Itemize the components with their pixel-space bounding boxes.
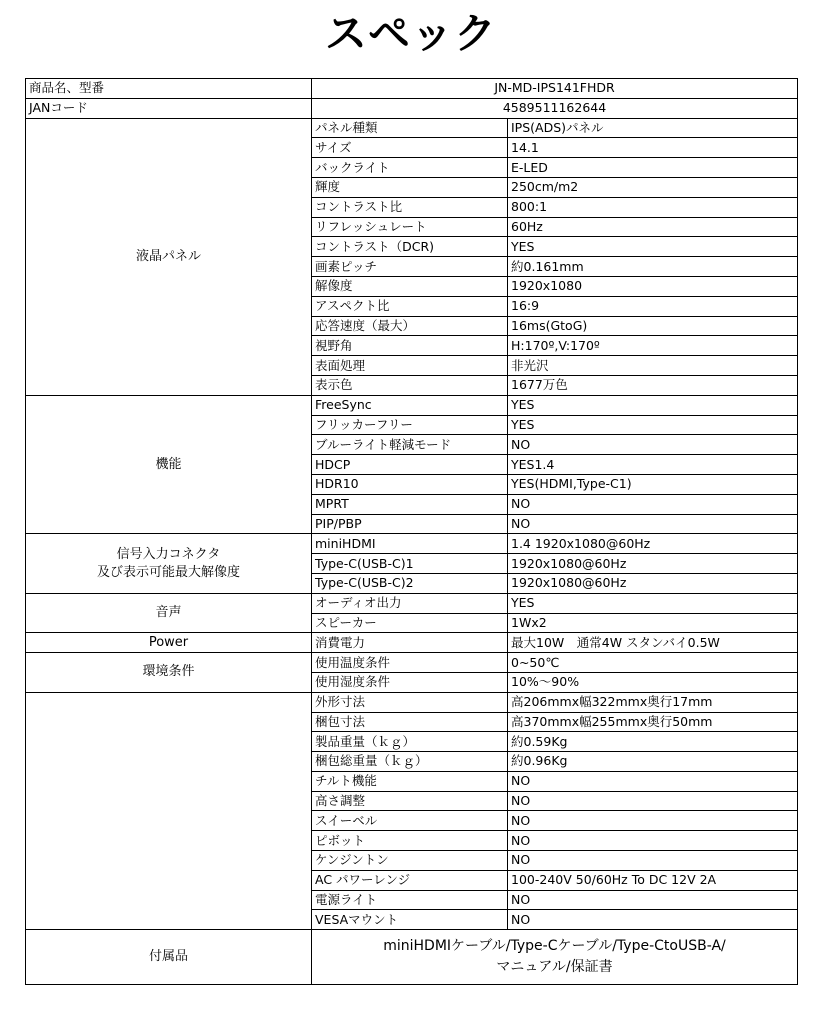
category-cell: 液晶パネル (26, 118, 312, 395)
spec-value: 高370mmx幅255mmx奥行50mm (508, 712, 798, 732)
spec-value: 高206mmx幅322mmx奥行17mm (508, 692, 798, 712)
table-row (26, 79, 798, 99)
spec-value: NO (508, 494, 798, 514)
spec-label: コントラスト比 (312, 197, 508, 217)
spec-value: YES1.4 (508, 455, 798, 475)
spec-value: 約0.161mm (508, 257, 798, 277)
spec-label: 高さ調整 (312, 791, 508, 811)
spec-label: 電源ライト (312, 890, 508, 910)
spec-label: miniHDMI (312, 534, 508, 554)
category-cell (26, 692, 312, 930)
spec-label: MPRT (312, 494, 508, 514)
spec-value: 約0.59Kg (508, 732, 798, 752)
spec-label: コントラスト（DCR) (312, 237, 508, 257)
header-label: JANコード (26, 98, 312, 118)
spec-label: FreeSync (312, 395, 508, 415)
table-row (26, 930, 798, 985)
spec-value: NO (508, 831, 798, 851)
category-line: 信号入力コネクタ (116, 546, 221, 562)
table-row (26, 534, 798, 554)
spec-value: 14.1 (508, 138, 798, 158)
spec-value: NO (508, 910, 798, 930)
spec-value: 0~50℃ (508, 653, 798, 673)
category-cell: 機能 (26, 395, 312, 534)
spec-label: 梱包総重量（ｋｇ） (312, 752, 508, 772)
spec-value: 16:9 (508, 296, 798, 316)
table-row (26, 98, 798, 118)
spec-label: パネル種類 (312, 118, 508, 138)
table-row (26, 633, 798, 653)
spec-value: IPS(ADS)パネル (508, 118, 798, 138)
spec-value: 1Wx2 (508, 613, 798, 633)
spec-value: 最大10W 通常4W スタンバイ0.5W (508, 633, 798, 653)
category-cell (26, 534, 312, 593)
spec-value: NO (508, 851, 798, 871)
spec-value: 250cm/m2 (508, 177, 798, 197)
spec-label: ケンジントン (312, 851, 508, 871)
spec-table (25, 78, 798, 985)
page-title: スペック (324, 9, 497, 58)
spec-value: NO (508, 514, 798, 534)
header-label: 商品名、型番 (26, 79, 312, 99)
header-value: JN-MD-IPS141FHDR (312, 79, 798, 99)
table-row (26, 653, 798, 673)
spec-label: 表面処理 (312, 356, 508, 376)
spec-value: 1677万色 (508, 375, 798, 395)
spec-label: オーディオ出力 (312, 593, 508, 613)
spec-value: 100-240V 50/60Hz To DC 12V 2A (508, 870, 798, 890)
spec-label: 画素ピッチ (312, 257, 508, 277)
spec-value: E-LED (508, 158, 798, 178)
spec-value: 1920x1080@60Hz (508, 573, 798, 593)
category-cell: 音声 (26, 593, 312, 633)
accessories-line: miniHDMIケーブル/Type-Cケーブル/Type-CtoUSB-A/ (383, 938, 726, 955)
spec-value: 約0.96Kg (508, 752, 798, 772)
spec-value: 非光沢 (508, 356, 798, 376)
spec-label: アスペクト比 (312, 296, 508, 316)
category-cell: Power (26, 633, 312, 653)
spec-label: サイズ (312, 138, 508, 158)
spec-label: ピボット (312, 831, 508, 851)
spec-value: NO (508, 811, 798, 831)
category-cell: 環境条件 (26, 653, 312, 693)
spec-label: 使用湿度条件 (312, 672, 508, 692)
spec-value: 1.4 1920x1080@60Hz (508, 534, 798, 554)
spec-label: スイーベル (312, 811, 508, 831)
spec-value: NO (508, 890, 798, 910)
spec-value: NO (508, 771, 798, 791)
spec-value: 16ms(GtoG) (508, 316, 798, 336)
spec-value: YES (508, 593, 798, 613)
spec-value: YES (508, 237, 798, 257)
spec-label: ブルーライト軽減モード (312, 435, 508, 455)
spec-label: 表示色 (312, 375, 508, 395)
table-row (26, 692, 798, 712)
category-cell: 付属品 (26, 930, 312, 985)
spec-value: H:170º,V:170º (508, 336, 798, 356)
spec-label: スピーカー (312, 613, 508, 633)
spec-label: 使用温度条件 (312, 653, 508, 673)
spec-label: 製品重量（ｋｇ） (312, 732, 508, 752)
spec-value: 10%～90% (508, 672, 798, 692)
header-value: 4589511162644 (312, 98, 798, 118)
accessories-value (312, 930, 798, 985)
spec-label: HDCP (312, 455, 508, 475)
spec-label: AC パワーレンジ (312, 870, 508, 890)
spec-label: リフレッシュレート (312, 217, 508, 237)
table-row (26, 395, 798, 415)
spec-label: 輝度 (312, 177, 508, 197)
spec-label: 梱包寸法 (312, 712, 508, 732)
spec-value: 60Hz (508, 217, 798, 237)
accessories-line: マニュアル/保証書 (496, 959, 613, 976)
spec-value: YES(HDMI,Type-C1) (508, 474, 798, 494)
spec-label: 応答速度（最大） (312, 316, 508, 336)
spec-label: チルト機能 (312, 771, 508, 791)
spec-value: NO (508, 435, 798, 455)
spec-label: 視野角 (312, 336, 508, 356)
spec-label: Type-C(USB-C)2 (312, 573, 508, 593)
spec-label: PIP/PBP (312, 514, 508, 534)
spec-value: YES (508, 415, 798, 435)
table-row (26, 593, 798, 613)
spec-label: VESAマウント (312, 910, 508, 930)
spec-label: バックライト (312, 158, 508, 178)
spec-label: Type-C(USB-C)1 (312, 554, 508, 574)
spec-value: NO (508, 791, 798, 811)
spec-value: YES (508, 395, 798, 415)
spec-label: 消費電力 (312, 633, 508, 653)
spec-label: フリッカーフリー (312, 415, 508, 435)
table-row (26, 118, 798, 138)
spec-label: HDR10 (312, 474, 508, 494)
spec-label: 外形寸法 (312, 692, 508, 712)
spec-value: 1920x1080@60Hz (508, 554, 798, 574)
spec-label: 解像度 (312, 276, 508, 296)
category-line: 及び表示可能最大解像度 (96, 564, 240, 580)
spec-value: 1920x1080 (508, 276, 798, 296)
spec-value: 800:1 (508, 197, 798, 217)
